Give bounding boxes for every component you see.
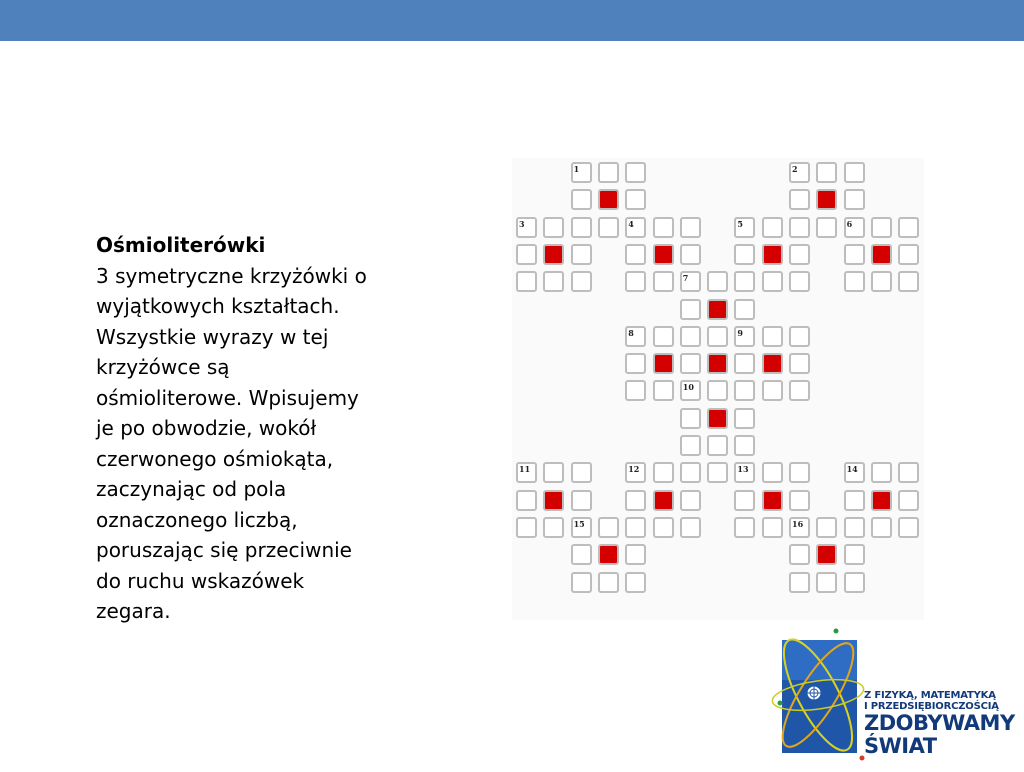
grid-cell[interactable]: [898, 244, 919, 265]
clue-number: 16: [792, 518, 804, 529]
grid-cell[interactable]: [789, 462, 810, 483]
grid-cell[interactable]: [762, 217, 783, 238]
grid-cell[interactable]: [762, 517, 783, 538]
body-line: zegara.: [96, 599, 171, 623]
clue-number: 7: [682, 273, 689, 284]
grid-cell[interactable]: [571, 271, 592, 292]
grid-cell[interactable]: [816, 162, 837, 183]
crossword-grid: [512, 158, 924, 620]
grid-cell[interactable]: [734, 517, 755, 538]
red-cell[interactable]: [816, 189, 837, 210]
grid-cell[interactable]: [789, 271, 810, 292]
slide-title: Ośmioliterówki: [96, 233, 266, 257]
grid-cell[interactable]: [625, 189, 646, 210]
grid-cell[interactable]: [598, 572, 619, 593]
grid-cell[interactable]: [680, 435, 701, 456]
clue-number: 4: [628, 218, 634, 229]
grid-cell[interactable]: [844, 244, 865, 265]
grid-cell[interactable]: [625, 271, 646, 292]
grid-cell[interactable]: [816, 217, 837, 238]
grid-cell[interactable]: [816, 572, 837, 593]
grid-cell[interactable]: [543, 517, 564, 538]
grid-cell[interactable]: [680, 353, 701, 374]
red-cell[interactable]: [762, 490, 783, 511]
grid-cell[interactable]: [653, 326, 674, 347]
clue-number: 1: [573, 164, 580, 174]
red-cell[interactable]: [707, 408, 728, 429]
grid-cell[interactable]: [707, 271, 728, 292]
logo-line-1: Z FIZYKĄ, MATEMATYKĄ: [864, 690, 996, 701]
grid-cell[interactable]: [625, 572, 646, 593]
grid-cell[interactable]: [680, 326, 701, 347]
body-line: krzyżówce są: [96, 355, 230, 379]
grid-cell[interactable]: [543, 217, 564, 238]
body-line: 3 symetryczne krzyżówki o: [96, 263, 367, 288]
body-line: czerwonego ośmiokąta,: [96, 446, 334, 471]
grid-cell[interactable]: [816, 517, 837, 538]
grid-cell[interactable]: [789, 353, 810, 374]
grid-cell[interactable]: [653, 517, 674, 538]
grid-cell[interactable]: [789, 244, 810, 265]
grid-cell[interactable]: [898, 271, 919, 292]
red-cell[interactable]: [871, 244, 892, 265]
clue-number: 6: [846, 218, 853, 229]
clue-number: 10: [682, 382, 694, 393]
body-line: poruszając się przeciwnie: [96, 538, 352, 562]
grid-cell[interactable]: [680, 244, 701, 265]
grid-cell[interactable]: [707, 435, 728, 456]
grid-cell[interactable]: [516, 244, 537, 265]
grid-cell[interactable]: [898, 490, 919, 511]
clue-number: 2: [792, 164, 798, 174]
grid-cell[interactable]: [734, 271, 755, 292]
grid-cell[interactable]: [844, 572, 865, 593]
body-line: zaczynając od pola: [96, 477, 287, 501]
grid-cell[interactable]: [680, 217, 701, 238]
grid-cell[interactable]: [844, 271, 865, 292]
grid-cell[interactable]: [516, 517, 537, 538]
grid-cell[interactable]: [625, 353, 646, 374]
grid-cell[interactable]: [653, 380, 674, 401]
grid-cell[interactable]: [543, 462, 564, 483]
top-bar: [0, 0, 1024, 41]
grid-cell[interactable]: [680, 462, 701, 483]
grid-cell[interactable]: [598, 217, 619, 238]
grid-cell[interactable]: [789, 544, 810, 565]
red-cell[interactable]: [871, 490, 892, 511]
grid-cell[interactable]: [653, 217, 674, 238]
red-cell[interactable]: [543, 490, 564, 511]
grid-cell[interactable]: [734, 435, 755, 456]
grid-cell[interactable]: [871, 217, 892, 238]
clue-number: 13: [737, 464, 749, 475]
grid-cell[interactable]: [871, 271, 892, 292]
grid-cell[interactable]: [707, 380, 728, 401]
grid-cell[interactable]: [789, 326, 810, 347]
logo-line-2: I PRZEDSIĘBIORCZOŚCIĄ: [864, 701, 999, 712]
body-line: Wszystkie wyrazy w tej: [96, 324, 329, 349]
red-cell[interactable]: [707, 299, 728, 320]
grid-cell[interactable]: [598, 517, 619, 538]
grid-cell[interactable]: [516, 271, 537, 292]
grid-cell[interactable]: [571, 490, 592, 511]
grid-cell[interactable]: [571, 462, 592, 483]
grid-cell[interactable]: [598, 162, 619, 183]
grid-cell[interactable]: [543, 271, 564, 292]
grid-cell[interactable]: [625, 490, 646, 511]
grid-cell[interactable]: [789, 572, 810, 593]
red-cell[interactable]: [543, 244, 564, 265]
grid-cell[interactable]: [734, 353, 755, 374]
body-line: ośmioliterowe. Wpisujemy: [96, 385, 359, 410]
grid-cell[interactable]: [789, 217, 810, 238]
grid-cell[interactable]: [571, 244, 592, 265]
logo-line-4: ŚWIAT: [864, 734, 937, 758]
grid-cell[interactable]: [571, 217, 592, 238]
body-line: je po obwodzie, wokół: [96, 416, 317, 440]
grid-cell[interactable]: [734, 490, 755, 511]
grid-cell[interactable]: [653, 271, 674, 292]
grid-cell[interactable]: [653, 462, 674, 483]
grid-cell[interactable]: [680, 299, 701, 320]
red-cell[interactable]: [598, 544, 619, 565]
grid-cell[interactable]: [762, 326, 783, 347]
grid-cell[interactable]: [789, 380, 810, 401]
grid-cell[interactable]: [516, 490, 537, 511]
grid-cell[interactable]: [680, 408, 701, 429]
clue-number: 14: [846, 464, 858, 475]
grid-cell[interactable]: [680, 517, 701, 538]
clue-number: 11: [519, 464, 531, 475]
grid-cell[interactable]: [571, 189, 592, 210]
grid-cell[interactable]: [898, 517, 919, 538]
grid-cell[interactable]: [844, 490, 865, 511]
logo-line-3: ZDOBYWAMY: [864, 711, 1015, 735]
grid-cell[interactable]: [762, 380, 783, 401]
red-cell[interactable]: [762, 244, 783, 265]
clue-number: 15: [573, 518, 585, 529]
grid-cell[interactable]: [707, 462, 728, 483]
body-line: do ruchu wskazówek: [96, 568, 305, 593]
grid-cell[interactable]: [762, 462, 783, 483]
grid-cell[interactable]: [844, 544, 865, 565]
grid-cell[interactable]: [571, 572, 592, 593]
grid-cell[interactable]: [734, 299, 755, 320]
red-cell[interactable]: [653, 353, 674, 374]
clue-number: 5: [737, 218, 743, 229]
red-cell[interactable]: [653, 490, 674, 511]
grid-cell[interactable]: [625, 544, 646, 565]
grid-cell[interactable]: [898, 462, 919, 483]
grid-cell[interactable]: [707, 326, 728, 347]
clue-number: 9: [737, 327, 743, 338]
grid-cell[interactable]: [789, 189, 810, 210]
body-line: oznaczonego liczbą,: [96, 507, 298, 532]
grid-cell[interactable]: [571, 544, 592, 565]
red-cell[interactable]: [762, 353, 783, 374]
grid-cell[interactable]: [625, 162, 646, 183]
red-cell[interactable]: [816, 544, 837, 565]
grid-cell[interactable]: [734, 380, 755, 401]
grid-cell[interactable]: [844, 162, 865, 183]
body-line: wyjątkowych kształtach.: [96, 294, 340, 318]
grid-cell[interactable]: [844, 189, 865, 210]
grid-cell[interactable]: [898, 217, 919, 238]
grid-cell[interactable]: [734, 408, 755, 429]
slide-text: [96, 230, 426, 627]
clue-number: 3: [519, 218, 525, 229]
red-cell[interactable]: [707, 353, 728, 374]
clue-number: 12: [628, 464, 640, 475]
clue-number: 8: [628, 327, 634, 338]
grid-cell[interactable]: [789, 490, 810, 511]
grid-cell[interactable]: [734, 244, 755, 265]
grid-cell[interactable]: [762, 271, 783, 292]
red-cell[interactable]: [598, 189, 619, 210]
grid-cell[interactable]: [625, 380, 646, 401]
grid-cell[interactable]: [625, 517, 646, 538]
grid-cell[interactable]: [871, 517, 892, 538]
grid-cell[interactable]: [871, 462, 892, 483]
red-cell[interactable]: [653, 244, 674, 265]
grid-cell[interactable]: [844, 517, 865, 538]
grid-cell[interactable]: [625, 244, 646, 265]
grid-cell[interactable]: [680, 490, 701, 511]
